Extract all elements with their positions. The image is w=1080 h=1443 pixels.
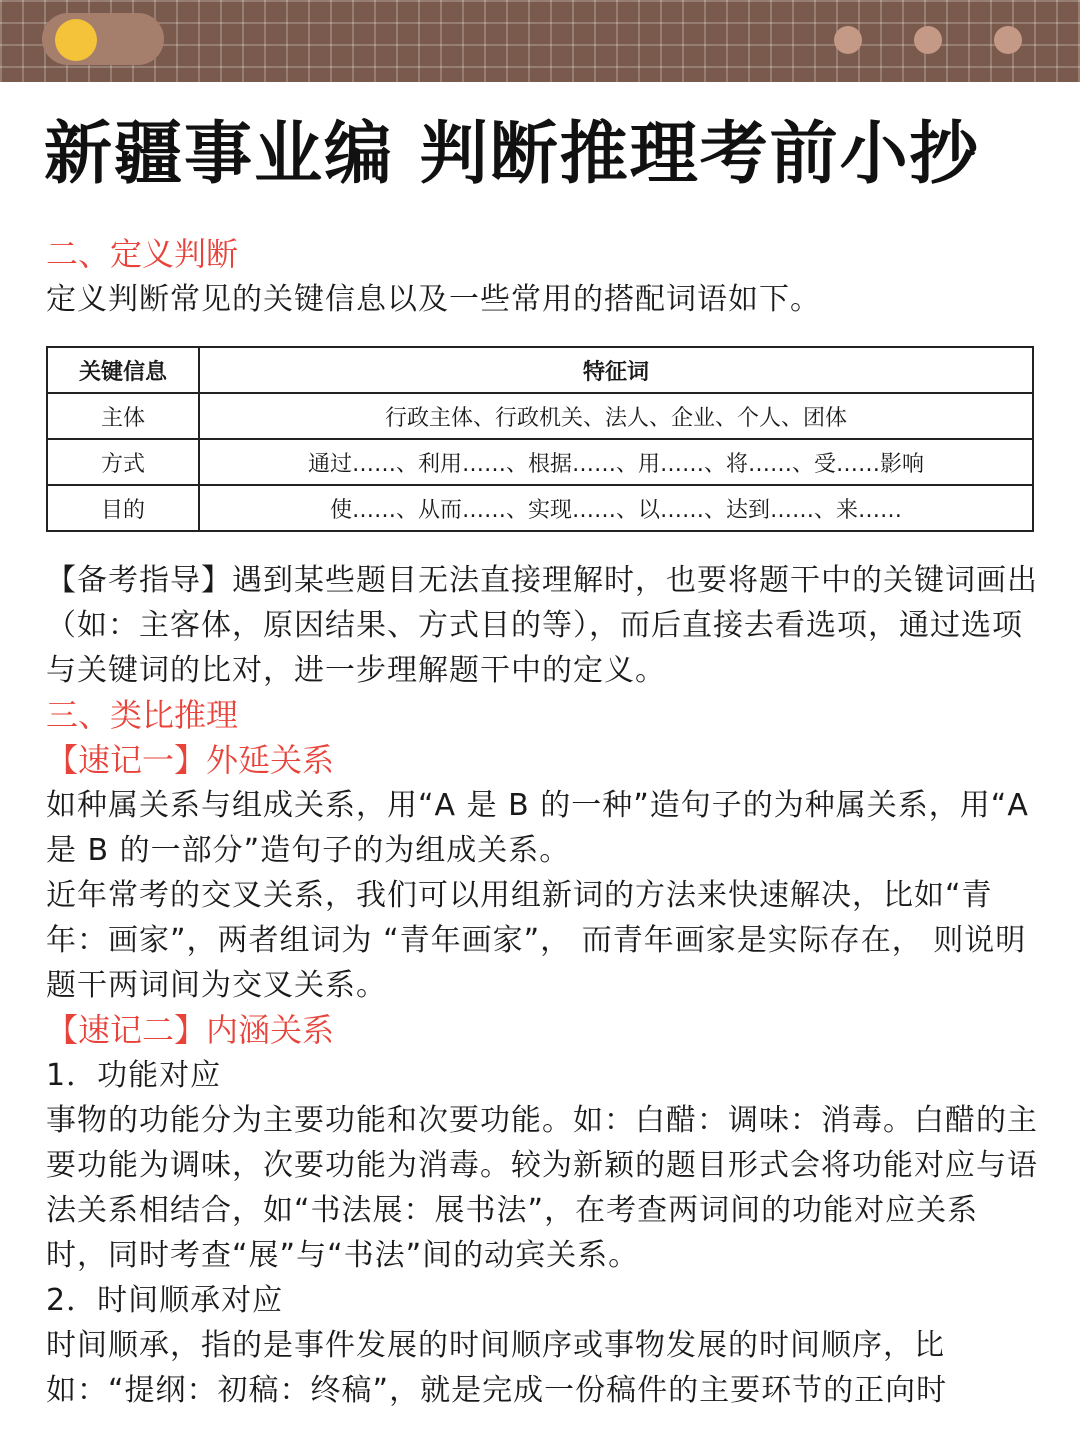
table-cell: 使……、从而……、实现……、以……、达到……、来…… (199, 485, 1033, 531)
paragraph: 近年常考的交叉关系，我们可以用组新词的方法来快速解决，比如“青年：画家”，两者组词为 “青年画家”， 而青年画家是实际存在， 则说明题干两词间为交叉关系。 (46, 878, 1027, 1003)
toggle-knob-icon (55, 19, 97, 61)
table-row (47, 393, 1033, 439)
section-intro: 定义判断常见的关键信息以及一些常用的搭配词语如下。 (46, 282, 821, 317)
section-heading-definition: 二、定义判断 (46, 235, 239, 273)
memo-heading-extension: 【速记一】外延关系 (46, 741, 335, 779)
table-header-cell: 关键信息 (47, 347, 199, 393)
dot-icon (994, 26, 1022, 54)
section-heading-analogy: 三、类比推理 (46, 696, 239, 734)
dot-icon (914, 26, 942, 54)
page-title: 新疆事业编 判断推理考前小抄 (44, 115, 980, 194)
table-cell: 主体 (47, 393, 199, 439)
table-cell: 目的 (47, 485, 199, 531)
keyword-table (46, 346, 1034, 532)
memo-heading-connotation: 【速记二】内涵关系 (46, 1011, 335, 1049)
exam-guide-paragraph: 【备考指导】遇到某些题目无法直接理解时，也要将题干中的关键词画出（如：主客体，原因结果、方式目的等），而后直接去看选项，通过选项与关键词的比对，进一步理解题干中的定义。 (46, 563, 1038, 688)
paragraph: 时间顺承，指的是事件发展的时间顺序或事物发展的时间顺序，比如：“提纲：初稿：终稿”，就是完成一份稿件的主要环节的正向时 (46, 1328, 948, 1408)
item-title: 1．功能对应 (46, 1058, 222, 1093)
table-cell: 方式 (47, 439, 199, 485)
paragraph: 如种属关系与组成关系，用“A 是 B 的一种”造句子的为种属关系，用“A 是 B 的一部分”造句子的为组成关系。 (46, 788, 1029, 868)
main-content (46, 232, 1038, 1413)
decorative-header-bar (0, 0, 1080, 82)
dot-icon (834, 26, 862, 54)
table-cell: 行政主体、行政机关、法人、企业、个人、团体 (199, 393, 1033, 439)
table-row (47, 485, 1033, 531)
table-cell: 通过……、利用……、根据……、用……、将……、受……影响 (199, 439, 1033, 485)
table-row (47, 439, 1033, 485)
table-header-row (47, 347, 1033, 393)
table-header-cell: 特征词 (199, 347, 1033, 393)
paragraph: 事物的功能分为主要功能和次要功能。如：白醋：调味：消毒。白醋的主要功能为调味，次要功能为消毒。较为新颖的题目形式会将功能对应与语法关系相结合，如“书法展：展书法”，在考查两词间的功能对应关系时，同时考查“展”与“书法”间的动宾关系。 (46, 1103, 1038, 1273)
item-title: 2．时间顺承对应 (46, 1283, 284, 1318)
